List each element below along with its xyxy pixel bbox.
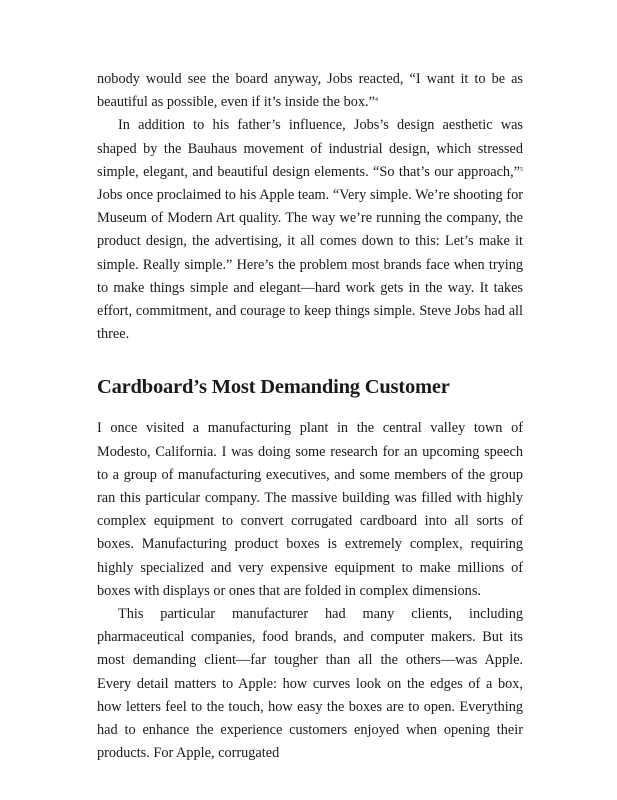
section-heading-wrapper [97, 373, 523, 401]
endnote-marker: 4 [374, 97, 378, 104]
paragraph-apple-client: This particular manufacturer had many clients, including pharmaceutical companies, food brands, and computer makers. But its most demanding client—far tougher than all the others—was Apple. Every detail matters to Apple: how curves look on the edges of a box, how letters feel to the touch, how easy the boxes are to open. Everything had to enhance the experience customers enjoyed when opening their products. For Apple, corrugated [97, 606, 523, 762]
paragraph-modesto: I once visited a manufacturing plant in the central valley town of Modesto, California. I was doing some research for an upcoming speech to a group of manufacturing executives, and some members of the group ran this particular company. The massive building was filled with highly complex equipment to convert corrugated cardboard into all sorts of boxes. Manufacturing product boxes is extremely complex, requiring highly specialized and very expensive equipment to make millions of boxes with displays or ones that are folded in complex dimensions. [97, 420, 523, 599]
endnote-marker: 5 [520, 166, 523, 173]
paragraph-text: In addition to his father’s influence, Jobs’s design aesthetic was shaped by the Bauhaus movement of industrial design, which stressed simple, elegant, and beautiful design elements. “So that’s our approach,” [97, 117, 523, 180]
paragraph-text: Jobs once proclaimed to his Apple team. “Very simple. We’re shooting for Museum of Modern Art quality. The way we’re running the company, the product design, the advertising, it all comes down to this: Let’s make it simple. Really simple.” Here’s the problem most brands face when trying to make things simple and elegant—hard work gets in the way. It takes effort, commitment, and courage to keep things simple. Steve Jobs had all three. [97, 187, 523, 343]
section-heading: Cardboard’s Most Demanding Customer [97, 376, 450, 399]
paragraph-text: nobody would see the board anyway, Jobs reacted, “I want it to be as beautiful as possible, even if it’s inside the box.” [97, 71, 523, 111]
book-page [97, 68, 523, 765]
paragraph-continuation [97, 68, 523, 114]
paragraph-bauhaus [97, 114, 523, 346]
